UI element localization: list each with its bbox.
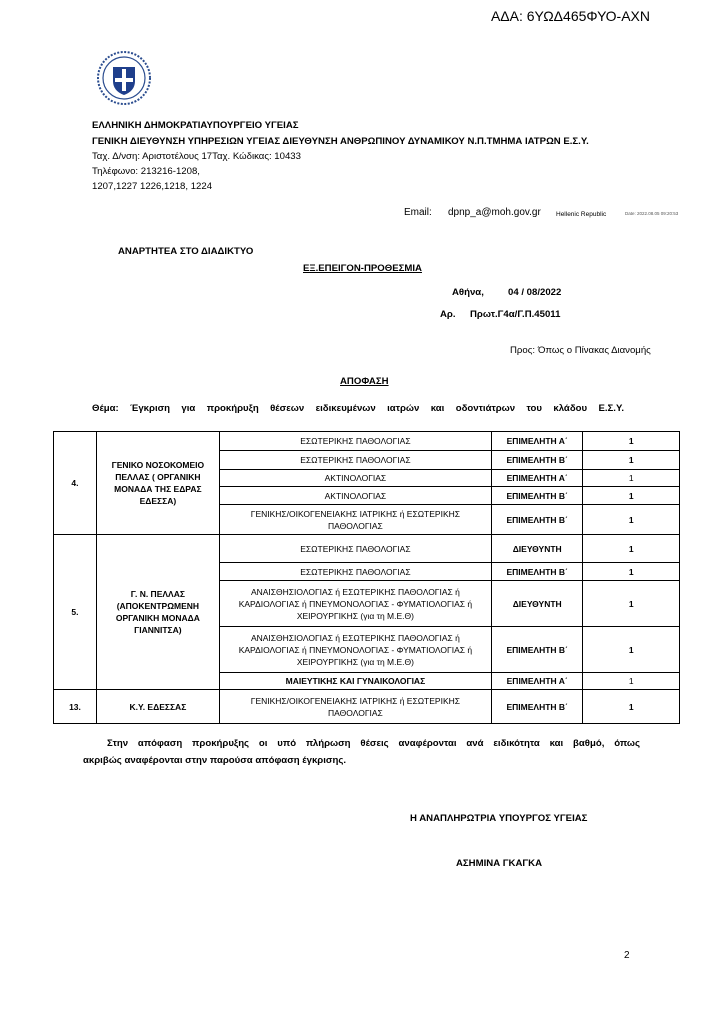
digital-signature-org: Hellenic Republic bbox=[556, 211, 607, 218]
specialty-cell: ΕΣΩΤΕΡΙΚΗΣ ΠΑΘΟΛΟΓΙΑΣ bbox=[219, 451, 491, 470]
specialty-cell bbox=[219, 690, 491, 724]
recipient: Όπως ο Πίνακας Διανομής bbox=[538, 345, 651, 356]
rank-cell: ΕΠΙΜΕΛΗΤΗ Β΄ bbox=[492, 505, 583, 535]
greek-emblem-icon bbox=[96, 50, 152, 106]
specialty-label: ΓΕΝΙΚΗΣ/ΟΙΚΟΓΕΝΕΙΑΚΗΣ ΙΑΤΡΙΚΗΣ ή ΕΣΩΤΕΡΙΚΗΣ ΠΑΘΟΛΟΓΙΑΣ bbox=[250, 695, 461, 718]
digital-signature-date: Date: 2022.08.05 09:20:53 bbox=[625, 211, 679, 216]
page-number: 2 bbox=[624, 950, 630, 961]
ada-code: ΑΔΑ: 6ΥΩΔ465ΦΥΟ-ΑΧΝ bbox=[490, 8, 650, 24]
recipient-label: Προς: bbox=[510, 345, 536, 356]
post-online-notice: ΑΝΑΡΤΗΤΕΑ ΣΤΟ ΔΙΑΔΙΚΤΥΟ bbox=[118, 246, 254, 257]
rank-cell: ΕΠΙΜΕΛΗΤΗ Β΄ bbox=[492, 487, 583, 505]
rank-cell: ΕΠΙΜΕΛΗΤΗ Α΄ bbox=[492, 432, 583, 451]
closing-text-line-2: ακριβώς αναφέρονται στην παρούσα απόφαση έγκρισης. bbox=[83, 755, 346, 766]
protocol-label: Αρ. bbox=[440, 309, 456, 320]
group-number: 5. bbox=[54, 535, 97, 690]
hospital-name: Κ.Υ. ΕΔΕΣΣΑΣ bbox=[96, 690, 219, 724]
rank-cell: ΕΠΙΜΕΛΗΤΗ Β΄ bbox=[492, 451, 583, 470]
specialty-cell bbox=[219, 505, 491, 535]
header-directorate: ΓΕΝΙΚΗ ΔΙΕΥΘΥΝΣΗ ΥΠΗΡΕΣΙΩΝ ΥΓΕΙΑΣ ΔΙΕΥΘΥΝΣΗ ΑΝΘΡΩΠΙΝΟΥ ΔΥΝΑΜΙΚΟΥ Ν.Π.ΤΜΗΜΑ ΙΑΤΡΩΝ Ε.Σ.Υ. bbox=[92, 136, 589, 147]
group-number: 13. bbox=[54, 690, 97, 724]
decision-title: ΑΠΟΦΑΣΗ bbox=[340, 376, 389, 387]
specialty-cell: ΕΣΩΤΕΡΙΚΗΣ ΠΑΘΟΛΟΓΙΑΣ bbox=[219, 432, 491, 451]
count-cell: 1 bbox=[583, 505, 680, 535]
header-ministry: ΕΛΛΗΝΙΚΗ ΔΗΜΟΚΡΑΤΙΑΥΠΟΥΡΓΕΙΟ ΥΓΕΙΑΣ bbox=[92, 120, 299, 131]
group-number: 4. bbox=[54, 432, 97, 535]
specialty-cell: ΜΑΙΕΥΤΙΚΗΣ ΚΑΙ ΓΥΝΑΙΚΟΛΟΓΙΑΣ bbox=[219, 673, 491, 690]
subject-line: Θέμα: Έγκριση για προκήρυξη θέσεων ειδικευμένων ιατρών και οδοντιάτρων του κλάδου Ε.Σ.Υ. bbox=[92, 403, 624, 414]
email-address[interactable]: dpnp_a@moh.gov.gr bbox=[448, 207, 541, 218]
protocol-number: Πρωτ.Γ4α/Γ.Π.45011 bbox=[470, 309, 561, 320]
table-row bbox=[54, 690, 680, 724]
specialty-cell: ΑΚΤΙΝΟΛΟΓΙΑΣ bbox=[219, 487, 491, 505]
count-cell: 1 bbox=[583, 432, 680, 451]
count-cell: 1 bbox=[583, 470, 680, 487]
specialty-cell: ΕΣΩΤΕΡΙΚΗΣ ΠΑΘΟΛΟΓΙΑΣ bbox=[219, 563, 491, 581]
header-address: Ταχ. Δ/νση: Αριστοτέλους 17Ταχ. Κώδικας: 10433 bbox=[92, 151, 301, 162]
rank-cell: ΔΙΕΥΘΥΝΤΗ bbox=[492, 581, 583, 627]
count-cell: 1 bbox=[583, 690, 680, 724]
table-row bbox=[54, 535, 680, 563]
hospital-name bbox=[96, 432, 219, 535]
count-cell: 1 bbox=[583, 535, 680, 563]
specialty-cell bbox=[219, 581, 491, 627]
count-cell: 1 bbox=[583, 487, 680, 505]
specialty-label: ΑΝΑΙΣΘΗΣΙΟΛΟΓΙΑΣ ή ΕΣΩΤΕΡΙΚΗΣ ΠΑΘΟΛΟΓΙΑΣ ή ΚΑΡΔΙΟΛΟΓΙΑΣ ή ΠΝΕΥΜΟΝΟΛΟΓΙΑΣ - ΦΥΜΑΤΙΟΛΟΓΙΑΣ ή ΧΕΙΡΟΥΡΓΙΚΗΣ (για τη Μ.Ε.Θ) bbox=[238, 632, 473, 667]
rank-cell: ΕΠΙΜΕΛΗΤΗ Α΄ bbox=[492, 470, 583, 487]
signer-title: Η ΑΝΑΠΛΗΡΩΤΡΙΑ ΥΠΟΥΡΓΟΣ ΥΓΕΙΑΣ bbox=[410, 813, 588, 824]
closing-text-line-1: Στην απόφαση προκήρυξης οι υπό πλήρωση θέσεις αναφέρονται ανά ειδικότητα και βαθμό, όπως bbox=[107, 738, 640, 749]
hospital-label: ΓΕΝΙΚΟ ΝΟΣΟΚΟΜΕΙΟ ΠΕΛΛΑΣ ( ΟΡΓΑΝΙΚΗ ΜΟΝΑΔΑ ΤΗΣ ΕΔΡΑΣ ΕΔΕΣΣΑ) bbox=[111, 460, 205, 506]
table-row bbox=[54, 432, 680, 451]
urgency-notice: ΕΞ.ΕΠΕΙΓΟΝ-ΠΡΟΘΕΣΜΙΑ bbox=[303, 263, 422, 274]
rank-cell: ΕΠΙΜΕΛΗΤΗ Β΄ bbox=[492, 627, 583, 673]
rank-cell: ΔΙΕΥΘΥΝΤΗ bbox=[492, 535, 583, 563]
specialty-cell bbox=[219, 627, 491, 673]
rank-cell: ΕΠΙΜΕΛΗΤΗ Β΄ bbox=[492, 563, 583, 581]
signer-name: ΑΣΗΜΙΝΑ ΓΚΑΓΚΑ bbox=[456, 858, 543, 869]
hospital-name bbox=[96, 535, 219, 690]
specialty-label: ΑΝΑΙΣΘΗΣΙΟΛΟΓΙΑΣ ή ΕΣΩΤΕΡΙΚΗΣ ΠΑΘΟΛΟΓΙΑΣ ή ΚΑΡΔΙΟΛΟΓΙΑΣ ή ΠΝΕΥΜΟΝΟΛΟΓΙΑΣ - ΦΥΜΑΤΙΟΛΟΓΙΑΣ ή ΧΕΙΡΟΥΡΓΙΚΗΣ (για τη Μ.Ε.Θ) bbox=[238, 586, 473, 621]
specialty-label: ΓΕΝΙΚΗΣ/ΟΙΚΟΓΕΝΕΙΑΚΗΣ ΙΑΤΡΙΚΗΣ ή ΕΣΩΤΕΡΙΚΗΣ ΠΑΘΟΛΟΓΙΑΣ bbox=[250, 508, 461, 531]
hospital-label: Γ. Ν. ΠΕΛΛΑΣ (ΑΠΟΚΕΝΤΡΩΜΕΝΗ ΟΡΓΑΝΙΚΗ ΜΟΝΑΔΑ ΓΙΑΝΝΙΤΣΑ) bbox=[115, 589, 200, 635]
rank-cell: ΕΠΙΜΕΛΗΤΗ Α΄ bbox=[492, 673, 583, 690]
rank-cell: ΕΠΙΜΕΛΗΤΗ Β΄ bbox=[492, 690, 583, 724]
specialty-cell: ΕΣΩΤΕΡΙΚΗΣ ΠΑΘΟΛΟΓΙΑΣ bbox=[219, 535, 491, 563]
count-cell: 1 bbox=[583, 451, 680, 470]
header-phone-extensions: 1207,1227 1226,1218, 1224 bbox=[92, 181, 213, 192]
email-label: Email: bbox=[404, 207, 432, 218]
count-cell: 1 bbox=[583, 627, 680, 673]
positions-table bbox=[53, 431, 680, 724]
city: Αθήνα, bbox=[452, 287, 484, 298]
specialty-cell: ΑΚΤΙΝΟΛΟΓΙΑΣ bbox=[219, 470, 491, 487]
document-date: 04 / 08/2022 bbox=[508, 287, 562, 298]
count-cell: 1 bbox=[583, 581, 680, 627]
count-cell: 1 bbox=[583, 673, 680, 690]
count-cell: 1 bbox=[583, 563, 680, 581]
header-phone: Τηλέφωνο: 213216-1208, bbox=[92, 166, 200, 177]
